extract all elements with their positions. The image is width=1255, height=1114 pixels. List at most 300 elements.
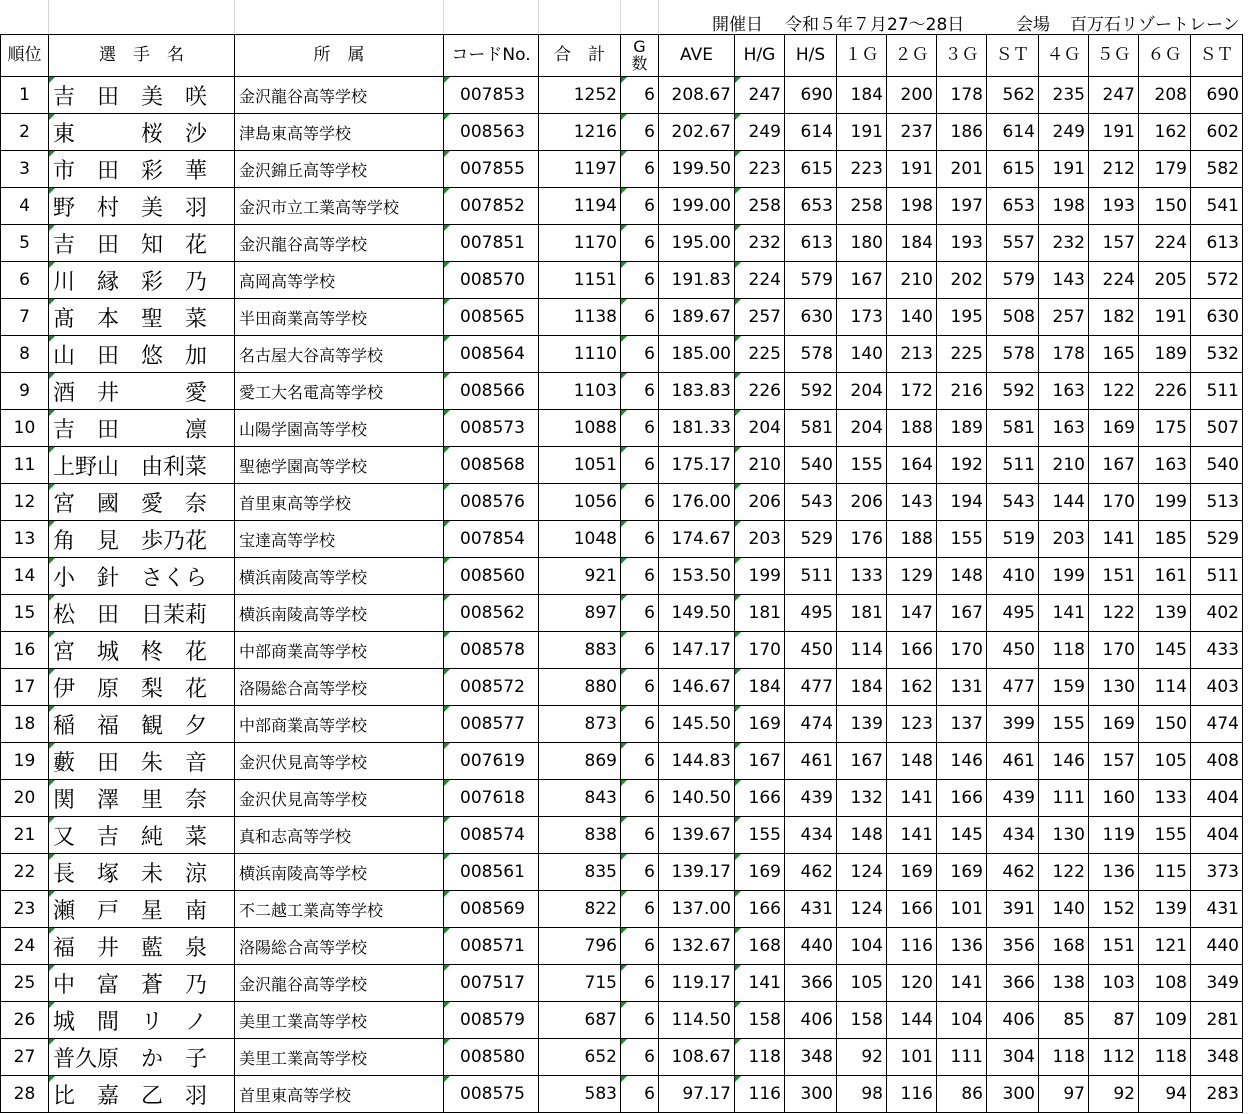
cell-total: 1138 [539, 299, 621, 336]
cell-g2: 237 [887, 114, 937, 151]
cell-hg: 258 [735, 188, 785, 225]
cell-g4: 118 [1039, 1039, 1089, 1076]
cell-g5: 169 [1089, 706, 1139, 743]
table-row [1, 447, 1243, 484]
header-code: コードNo. [444, 35, 539, 77]
cell-g3: 166 [937, 780, 987, 817]
table-row [1, 1039, 1243, 1076]
cell-st1: 615 [987, 151, 1039, 188]
cell-g3: 193 [937, 225, 987, 262]
cell-g5: 151 [1089, 928, 1139, 965]
cell-hs: 431 [785, 891, 837, 928]
table-row [1, 928, 1243, 965]
cell-total: 1088 [539, 410, 621, 447]
cell-g1: 191 [837, 114, 887, 151]
cell-team: 美里工業高等学校 [235, 1039, 444, 1076]
cell-name: 比 嘉 乙 羽 [49, 1076, 235, 1113]
cell-code: 007854 [444, 521, 539, 558]
cell-rank: 13 [1, 521, 49, 558]
cell-rank: 17 [1, 669, 49, 706]
cell-g5: 151 [1089, 558, 1139, 595]
cell-st2: 349 [1191, 965, 1243, 1002]
cell-g1: 204 [837, 410, 887, 447]
cell-total: 1151 [539, 262, 621, 299]
cell-g2: 191 [887, 151, 937, 188]
cell-g4: 163 [1039, 373, 1089, 410]
cell-st2: 433 [1191, 632, 1243, 669]
cell-g3: 155 [937, 521, 987, 558]
cell-g6: 205 [1139, 262, 1191, 299]
cell-g3: 178 [937, 77, 987, 114]
cell-code: 007619 [444, 743, 539, 780]
cell-g2: 162 [887, 669, 937, 706]
cell-g2: 120 [887, 965, 937, 1002]
event-date-label: 開催日 [712, 15, 763, 35]
cell-g5: 169 [1089, 410, 1139, 447]
cell-ave: 137.00 [659, 891, 735, 928]
cell-st2: 402 [1191, 595, 1243, 632]
cell-g5: 191 [1089, 114, 1139, 151]
cell-g1: 139 [837, 706, 887, 743]
cell-g5: 122 [1089, 595, 1139, 632]
table-row [1, 891, 1243, 928]
cell-g1: 104 [837, 928, 887, 965]
cell-code: 008570 [444, 262, 539, 299]
cell-rank: 26 [1, 1002, 49, 1039]
cell-g6: 155 [1139, 817, 1191, 854]
cell-ave: 183.83 [659, 373, 735, 410]
cell-g4: 210 [1039, 447, 1089, 484]
header-name: 選 手 名 [49, 35, 235, 77]
cell-g6: 191 [1139, 299, 1191, 336]
cell-g4: 138 [1039, 965, 1089, 1002]
cell-hs: 348 [785, 1039, 837, 1076]
cell-name: 城 間 リ ノ [49, 1002, 235, 1039]
cell-name: 普久原 か 子 [49, 1039, 235, 1076]
cell-rank: 10 [1, 410, 49, 447]
cell-team: 真和志高等学校 [235, 817, 444, 854]
table-row [1, 854, 1243, 891]
cell-g4: 257 [1039, 299, 1089, 336]
cell-rank: 6 [1, 262, 49, 299]
venue-value: 百万石リゾートレーン [1070, 15, 1240, 35]
cell-g5: 92 [1089, 1076, 1139, 1113]
cell-st1: 410 [987, 558, 1039, 595]
cell-g1: 114 [837, 632, 887, 669]
cell-g2: 129 [887, 558, 937, 595]
cell-hs: 474 [785, 706, 837, 743]
cell-hg: 199 [735, 558, 785, 595]
cell-name: 中 富 蒼 乃 [49, 965, 235, 1002]
cell-g2: 140 [887, 299, 937, 336]
cell-st2: 540 [1191, 447, 1243, 484]
cell-hg: 206 [735, 484, 785, 521]
cell-rank: 15 [1, 595, 49, 632]
cell-st1: 614 [987, 114, 1039, 151]
cell-ave: 195.00 [659, 225, 735, 262]
cell-hg: 184 [735, 669, 785, 706]
cell-st1: 462 [987, 854, 1039, 891]
cell-g6: 118 [1139, 1039, 1191, 1076]
cell-g4: 118 [1039, 632, 1089, 669]
cell-name: 関 澤 里 奈 [49, 780, 235, 817]
cell-g4: 155 [1039, 706, 1089, 743]
cell-st2: 602 [1191, 114, 1243, 151]
cell-g3: 146 [937, 743, 987, 780]
cell-hg: 169 [735, 706, 785, 743]
cell-games: 6 [621, 410, 659, 447]
cell-g5: 103 [1089, 965, 1139, 1002]
table-row [1, 262, 1243, 299]
cell-g6: 105 [1139, 743, 1191, 780]
cell-total: 1051 [539, 447, 621, 484]
cell-code: 008564 [444, 336, 539, 373]
cell-g1: 105 [837, 965, 887, 1002]
cell-g4: 159 [1039, 669, 1089, 706]
cell-ave: 147.17 [659, 632, 735, 669]
header-hs: H/S [785, 35, 837, 77]
cell-g6: 115 [1139, 854, 1191, 891]
cell-hg: 203 [735, 521, 785, 558]
cell-hg: 249 [735, 114, 785, 151]
cell-st1: 581 [987, 410, 1039, 447]
header-total: 合 計 [539, 35, 621, 77]
cell-g6: 150 [1139, 188, 1191, 225]
cell-hs: 439 [785, 780, 837, 817]
cell-code: 008568 [444, 447, 539, 484]
cell-g1: 173 [837, 299, 887, 336]
cell-games: 6 [621, 743, 659, 780]
cell-hs: 690 [785, 77, 837, 114]
cell-name: 東 桜 沙 [49, 114, 235, 151]
cell-team: 不二越工業高等学校 [235, 891, 444, 928]
cell-hs: 300 [785, 1076, 837, 1113]
cell-g6: 199 [1139, 484, 1191, 521]
cell-games: 6 [621, 336, 659, 373]
cell-team: 名古屋大谷高等学校 [235, 336, 444, 373]
cell-name: 稲 福 観 夕 [49, 706, 235, 743]
cell-code: 008566 [444, 373, 539, 410]
cell-ave: 146.67 [659, 669, 735, 706]
cell-hg: 247 [735, 77, 785, 114]
table-row [1, 225, 1243, 262]
cell-g3: 86 [937, 1076, 987, 1113]
cell-rank: 8 [1, 336, 49, 373]
cell-hg: 225 [735, 336, 785, 373]
cell-st2: 348 [1191, 1039, 1243, 1076]
cell-games: 6 [621, 558, 659, 595]
cell-hg: 181 [735, 595, 785, 632]
table-row [1, 77, 1243, 114]
cell-games: 6 [621, 928, 659, 965]
header-g1: １Ｇ [837, 35, 887, 77]
cell-st1: 406 [987, 1002, 1039, 1039]
cell-st1: 366 [987, 965, 1039, 1002]
cell-g3: 167 [937, 595, 987, 632]
table-row [1, 595, 1243, 632]
header-ave: AVE [659, 35, 735, 77]
cell-games: 6 [621, 780, 659, 817]
cell-hg: 204 [735, 410, 785, 447]
cell-games: 6 [621, 632, 659, 669]
table-row [1, 410, 1243, 447]
cell-g4: 178 [1039, 336, 1089, 373]
cell-st1: 477 [987, 669, 1039, 706]
cell-st1: 399 [987, 706, 1039, 743]
cell-team: 首里東高等学校 [235, 484, 444, 521]
cell-ave: 119.17 [659, 965, 735, 1002]
cell-ave: 208.67 [659, 77, 735, 114]
cell-hs: 450 [785, 632, 837, 669]
cell-rank: 27 [1, 1039, 49, 1076]
cell-code: 008572 [444, 669, 539, 706]
cell-code: 007852 [444, 188, 539, 225]
cell-team: 聖徳学園高等学校 [235, 447, 444, 484]
cell-g3: 225 [937, 336, 987, 373]
cell-g6: 189 [1139, 336, 1191, 373]
cell-g1: 140 [837, 336, 887, 373]
cell-total: 652 [539, 1039, 621, 1076]
cell-rank: 2 [1, 114, 49, 151]
cell-g3: 202 [937, 262, 987, 299]
cell-g2: 164 [887, 447, 937, 484]
cell-code: 008579 [444, 1002, 539, 1039]
cell-hg: 257 [735, 299, 785, 336]
cell-team: 宝達高等学校 [235, 521, 444, 558]
cell-name: 川 縁 彩 乃 [49, 262, 235, 299]
cell-rank: 21 [1, 817, 49, 854]
cell-g4: 232 [1039, 225, 1089, 262]
cell-st1: 578 [987, 336, 1039, 373]
header-row [1, 35, 1243, 77]
cell-team: 金沢伏見高等学校 [235, 743, 444, 780]
cell-team: 高岡高等学校 [235, 262, 444, 299]
cell-rank: 28 [1, 1076, 49, 1113]
cell-code: 007618 [444, 780, 539, 817]
cell-games: 6 [621, 484, 659, 521]
cell-g6: 226 [1139, 373, 1191, 410]
cell-hs: 614 [785, 114, 837, 151]
header-g6: ６Ｇ [1139, 35, 1191, 77]
cell-g1: 176 [837, 521, 887, 558]
cell-g3: 216 [937, 373, 987, 410]
cell-hg: 210 [735, 447, 785, 484]
cell-g1: 98 [837, 1076, 887, 1113]
cell-st2: 507 [1191, 410, 1243, 447]
cell-hg: 141 [735, 965, 785, 1002]
cell-ave: 174.67 [659, 521, 735, 558]
cell-total: 1170 [539, 225, 621, 262]
cell-g5: 157 [1089, 743, 1139, 780]
cell-g2: 148 [887, 743, 937, 780]
cell-name: 伊 原 梨 花 [49, 669, 235, 706]
cell-g2: 101 [887, 1039, 937, 1076]
cell-hg: 158 [735, 1002, 785, 1039]
cell-st1: 511 [987, 447, 1039, 484]
venue-label: 会場 [1016, 15, 1050, 35]
cell-g1: 132 [837, 780, 887, 817]
cell-ave: 114.50 [659, 1002, 735, 1039]
cell-total: 1110 [539, 336, 621, 373]
table-row [1, 965, 1243, 1002]
cell-g2: 200 [887, 77, 937, 114]
cell-code: 007853 [444, 77, 539, 114]
cell-ave: 199.50 [659, 151, 735, 188]
cell-hs: 477 [785, 669, 837, 706]
cell-g1: 184 [837, 669, 887, 706]
cell-g1: 258 [837, 188, 887, 225]
cell-rank: 3 [1, 151, 49, 188]
cell-g4: 146 [1039, 743, 1089, 780]
cell-st2: 511 [1191, 373, 1243, 410]
cell-g3: 201 [937, 151, 987, 188]
cell-team: 金沢錦丘高等学校 [235, 151, 444, 188]
cell-code: 008578 [444, 632, 539, 669]
cell-hs: 540 [785, 447, 837, 484]
cell-name: 髙 本 聖 菜 [49, 299, 235, 336]
cell-hs: 462 [785, 854, 837, 891]
cell-games: 6 [621, 299, 659, 336]
cell-total: 873 [539, 706, 621, 743]
header-st2: ＳＴ [1191, 35, 1243, 77]
cell-g3: 169 [937, 854, 987, 891]
cell-g1: 167 [837, 743, 887, 780]
table-row [1, 706, 1243, 743]
cell-st1: 495 [987, 595, 1039, 632]
cell-total: 1216 [539, 114, 621, 151]
cell-total: 835 [539, 854, 621, 891]
cell-hs: 461 [785, 743, 837, 780]
cell-g1: 206 [837, 484, 887, 521]
cell-games: 6 [621, 817, 659, 854]
cell-g6: 185 [1139, 521, 1191, 558]
cell-g4: 191 [1039, 151, 1089, 188]
cell-code: 008576 [444, 484, 539, 521]
cell-st2: 408 [1191, 743, 1243, 780]
cell-code: 008569 [444, 891, 539, 928]
cell-g2: 143 [887, 484, 937, 521]
cell-hs: 495 [785, 595, 837, 632]
cell-g5: 170 [1089, 484, 1139, 521]
cell-rank: 18 [1, 706, 49, 743]
cell-total: 883 [539, 632, 621, 669]
cell-g1: 148 [837, 817, 887, 854]
header-g4: ４Ｇ [1039, 35, 1089, 77]
cell-total: 796 [539, 928, 621, 965]
cell-g4: 122 [1039, 854, 1089, 891]
cell-ave: 97.17 [659, 1076, 735, 1113]
cell-st2: 283 [1191, 1076, 1243, 1113]
cell-team: 山陽学園高等学校 [235, 410, 444, 447]
cell-st2: 532 [1191, 336, 1243, 373]
cell-g3: 186 [937, 114, 987, 151]
cell-g2: 198 [887, 188, 937, 225]
cell-g5: 119 [1089, 817, 1139, 854]
cell-ave: 199.00 [659, 188, 735, 225]
cell-g3: 145 [937, 817, 987, 854]
results-body [1, 77, 1243, 1113]
cell-g3: 111 [937, 1039, 987, 1076]
cell-g3: 197 [937, 188, 987, 225]
cell-g4: 235 [1039, 77, 1089, 114]
cell-team: 愛工大名電高等学校 [235, 373, 444, 410]
cell-g3: 131 [937, 669, 987, 706]
cell-name: 山 田 悠 加 [49, 336, 235, 373]
cell-rank: 5 [1, 225, 49, 262]
cell-g4: 130 [1039, 817, 1089, 854]
cell-games: 6 [621, 854, 659, 891]
cell-team: 金沢龍谷高等学校 [235, 965, 444, 1002]
cell-code: 008580 [444, 1039, 539, 1076]
cell-hs: 511 [785, 558, 837, 595]
cell-g1: 124 [837, 854, 887, 891]
cell-team: 金沢龍谷高等学校 [235, 225, 444, 262]
cell-g4: 143 [1039, 262, 1089, 299]
cell-st1: 356 [987, 928, 1039, 965]
cell-st1: 304 [987, 1039, 1039, 1076]
cell-g6: 108 [1139, 965, 1191, 1002]
cell-games: 6 [621, 151, 659, 188]
cell-hg: 169 [735, 854, 785, 891]
cell-g6: 139 [1139, 891, 1191, 928]
cell-team: 津島東高等学校 [235, 114, 444, 151]
cell-g6: 133 [1139, 780, 1191, 817]
cell-g3: 189 [937, 410, 987, 447]
cell-rank: 7 [1, 299, 49, 336]
header-g5: ５Ｇ [1089, 35, 1139, 77]
cell-st2: 403 [1191, 669, 1243, 706]
header-st1: ＳＴ [987, 35, 1039, 77]
cell-hg: 155 [735, 817, 785, 854]
cell-st1: 300 [987, 1076, 1039, 1113]
cell-g5: 247 [1089, 77, 1139, 114]
header-rank: 順位 [1, 35, 49, 77]
cell-team: 横浜南陵高等学校 [235, 854, 444, 891]
cell-ave: 144.83 [659, 743, 735, 780]
cell-rank: 25 [1, 965, 49, 1002]
cell-ave: 132.67 [659, 928, 735, 965]
cell-g6: 175 [1139, 410, 1191, 447]
cell-hs: 630 [785, 299, 837, 336]
cell-g5: 130 [1089, 669, 1139, 706]
cell-rank: 23 [1, 891, 49, 928]
table-row [1, 188, 1243, 225]
cell-g5: 122 [1089, 373, 1139, 410]
cell-ave: 153.50 [659, 558, 735, 595]
cell-g4: 97 [1039, 1076, 1089, 1113]
cell-hg: 170 [735, 632, 785, 669]
cell-name: 上野山 由利菜 [49, 447, 235, 484]
table-row [1, 1076, 1243, 1113]
cell-hs: 529 [785, 521, 837, 558]
cell-g3: 137 [937, 706, 987, 743]
cell-rank: 16 [1, 632, 49, 669]
cell-st2: 281 [1191, 1002, 1243, 1039]
cell-code: 008565 [444, 299, 539, 336]
cell-g5: 160 [1089, 780, 1139, 817]
cell-g6: 161 [1139, 558, 1191, 595]
cell-rank: 20 [1, 780, 49, 817]
cell-name: 松 田 日茉莉 [49, 595, 235, 632]
cell-team: 中部商業高等学校 [235, 706, 444, 743]
cell-st1: 543 [987, 484, 1039, 521]
cell-g1: 133 [837, 558, 887, 595]
cell-st1: 391 [987, 891, 1039, 928]
cell-g5: 152 [1089, 891, 1139, 928]
cell-games: 6 [621, 225, 659, 262]
cell-g4: 141 [1039, 595, 1089, 632]
cell-hs: 578 [785, 336, 837, 373]
